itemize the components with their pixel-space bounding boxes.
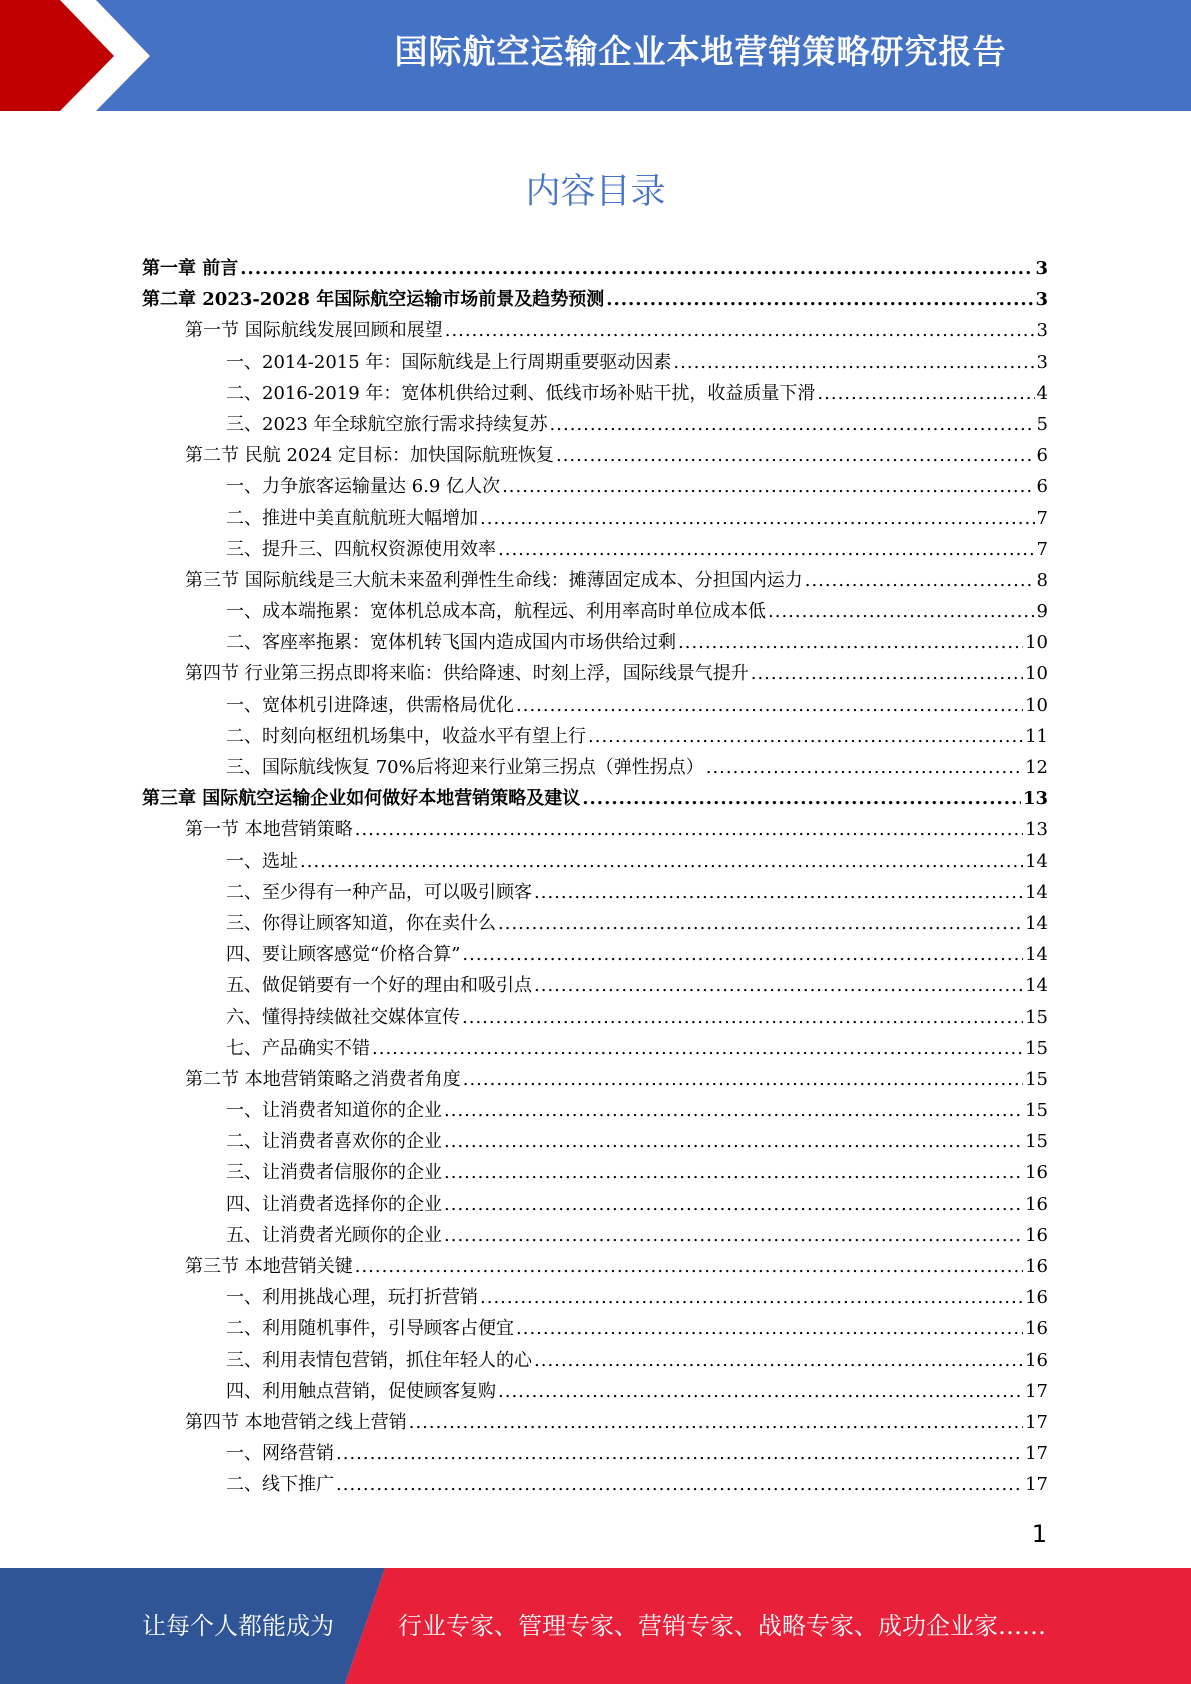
toc-entry-title: 七、产品确实不错 <box>226 1037 370 1059</box>
page-number: 1 <box>1031 1520 1047 1548</box>
toc-entry[interactable] <box>142 722 1048 753</box>
toc-entry-page: 6 <box>1036 476 1048 498</box>
toc-entry-page: 13 <box>1025 819 1048 841</box>
toc-entry[interactable] <box>142 628 1048 659</box>
toc-entry[interactable] <box>142 1221 1048 1252</box>
toc-entry-title: 三、让消费者信服你的企业 <box>226 1162 442 1184</box>
toc-entry-page: 7 <box>1036 538 1048 560</box>
toc-entry-page: 3 <box>1036 351 1048 373</box>
toc-entry[interactable] <box>142 254 1048 285</box>
toc-leader-dots <box>409 1412 1023 1433</box>
toc-leader-dots <box>498 1381 1023 1402</box>
toc-entry[interactable] <box>142 441 1048 472</box>
toc-entry-page: 3 <box>1035 289 1048 311</box>
toc-leader-dots <box>336 1474 1023 1495</box>
toc-entry[interactable] <box>142 815 1048 846</box>
toc-entry[interactable] <box>142 1034 1048 1065</box>
toc-entry-title: 第四节 本地营销之线上营销 <box>185 1411 407 1433</box>
toc-entry[interactable] <box>142 1470 1048 1501</box>
toc-entry-title: 第一章 前言 <box>142 258 239 279</box>
toc-entry-title: 二、2016-2019 年：宽体机供给过剩、低线市场补贴干扰，收益质量下滑 <box>226 382 816 404</box>
toc-leader-dots <box>463 1069 1023 1090</box>
toc-leader-dots <box>444 1225 1023 1246</box>
toc-entry-title: 第四节 行业第三拐点即将来临：供给降速、时刻上浮，国际线景气提升 <box>185 663 749 685</box>
toc-entry-page: 7 <box>1036 507 1048 529</box>
toc-entry-title: 一、网络营销 <box>226 1443 334 1465</box>
toc-entry[interactable] <box>142 1377 1048 1408</box>
toc-entry-page: 14 <box>1025 944 1048 966</box>
toc-leader-dots <box>336 1443 1023 1464</box>
toc-entry-page: 15 <box>1025 1006 1048 1028</box>
toc-entry-page: 15 <box>1025 1068 1048 1090</box>
header-title: 国际航空运输企业本地营销策略研究报告 <box>394 32 1007 71</box>
toc-entry[interactable] <box>142 784 1048 815</box>
toc-entry[interactable] <box>142 971 1048 1002</box>
toc-entry-title: 四、要让顾客感觉“价格合算” <box>226 944 461 966</box>
toc-leader-dots <box>498 913 1023 934</box>
toc-entry-title: 三、你得让顾客知道，你在卖什么 <box>226 912 496 934</box>
toc-entry[interactable] <box>142 1127 1048 1158</box>
toc-entry-page: 17 <box>1025 1380 1048 1402</box>
toc-entry-page: 3 <box>1035 258 1048 279</box>
toc-entry[interactable] <box>142 1283 1048 1314</box>
toc-leader-dots <box>355 1256 1023 1277</box>
toc-leader-dots <box>355 819 1023 840</box>
toc-entry-title: 第三节 本地营销关键 <box>185 1256 353 1277</box>
toc-entry[interactable] <box>142 1314 1048 1345</box>
toc-leader-dots <box>678 632 1023 653</box>
toc-entry-page: 13 <box>1022 788 1048 810</box>
toc-entry-title: 一、利用挑战心理，玩打折营销 <box>226 1287 478 1309</box>
toc-entry-title: 一、让消费者知道你的企业 <box>226 1100 442 1122</box>
toc-leader-dots <box>480 1287 1023 1308</box>
toc-leader-dots <box>534 975 1023 996</box>
toc-leader-dots <box>582 788 1021 809</box>
toc-entry-page: 8 <box>1036 569 1048 591</box>
toc-entry[interactable] <box>142 410 1048 441</box>
toc-entry[interactable] <box>142 1252 1048 1283</box>
toc-leader-dots <box>534 1350 1023 1371</box>
toc-entry[interactable] <box>142 535 1048 566</box>
toc-leader-dots <box>300 851 1023 872</box>
toc-entry[interactable] <box>142 566 1048 597</box>
toc-entry-page: 4 <box>1036 382 1048 404</box>
toc-entry[interactable] <box>142 316 1048 347</box>
toc-heading: 内容目录 <box>525 172 666 212</box>
toc-leader-dots <box>751 663 1023 684</box>
toc-leader-dots <box>706 757 1023 778</box>
toc-entry[interactable] <box>142 504 1048 535</box>
toc-entry[interactable] <box>142 472 1048 503</box>
toc-entry-page: 14 <box>1025 975 1048 997</box>
toc-leader-dots <box>498 539 1035 560</box>
footer-slogan-left: 让每个人都能成为 <box>142 1612 334 1640</box>
toc-entry-page: 17 <box>1025 1411 1048 1433</box>
toc-leader-dots <box>444 1162 1023 1183</box>
toc-entry[interactable] <box>142 909 1048 940</box>
toc-entry-title: 二、利用随机事件，引导顾客占便宜 <box>226 1318 514 1340</box>
toc-entry-title: 一、宽体机引进降速，供需格局优化 <box>226 694 514 716</box>
toc-leader-dots <box>550 414 1035 435</box>
toc-entry-page: 11 <box>1025 725 1048 747</box>
toc-entry-title: 四、利用触点营销，促使顾客复购 <box>226 1380 496 1402</box>
toc-entry-title: 二、让消费者喜欢你的企业 <box>226 1131 442 1153</box>
toc-leader-dots <box>502 476 1034 497</box>
toc-leader-dots <box>480 508 1035 529</box>
toc-entry-title: 三、提升三、四航权资源使用效率 <box>226 538 496 560</box>
toc-leader-dots <box>588 726 1023 747</box>
toc-entry-page: 16 <box>1025 1193 1048 1215</box>
toc-entry[interactable] <box>142 1158 1048 1189</box>
toc-entry-title: 五、做促销要有一个好的理由和吸引点 <box>226 975 532 997</box>
toc-entry[interactable] <box>142 1096 1048 1127</box>
toc-entry-page: 15 <box>1025 1131 1048 1153</box>
toc-entry[interactable] <box>142 1408 1048 1439</box>
toc-entry-title: 二、时刻向枢纽机场集中，收益水平有望上行 <box>226 725 586 747</box>
toc-leader-dots <box>534 882 1023 903</box>
toc-leader-dots <box>606 289 1033 310</box>
toc-entry-title: 第三章 国际航空运输企业如何做好本地营销策略及建议 <box>142 788 581 810</box>
toc-entry[interactable] <box>142 597 1048 628</box>
toc-entry-page: 17 <box>1025 1474 1048 1496</box>
toc-entry-title: 第二章 2023-2028 年国际航空运输市场前景及趋势预测 <box>142 289 605 311</box>
toc-leader-dots <box>444 1194 1023 1215</box>
toc-entry-title: 二、客座率拖累：宽体机转飞国内造成国内市场供给过剩 <box>226 632 676 654</box>
toc-entry-page: 16 <box>1025 1162 1048 1184</box>
toc-entry-title: 二、线下推广 <box>226 1474 334 1496</box>
toc-entry-page: 14 <box>1025 850 1048 872</box>
toc-leader-dots <box>817 383 1034 404</box>
toc-entry-page: 6 <box>1036 445 1048 467</box>
toc-entry-title: 三、国际航线恢复 70%后将迎来行业第三拐点（弹性拐点） <box>226 757 704 778</box>
toc-entry[interactable] <box>142 285 1048 316</box>
toc-leader-dots <box>445 320 1035 341</box>
toc-entry-title: 五、让消费者光顾你的企业 <box>226 1224 442 1246</box>
toc-entry-title: 第二节 民航 2024 定目标：加快国际航班恢复 <box>185 445 554 467</box>
toc-leader-dots <box>805 570 1035 591</box>
toc-entry-title: 一、成本端拖累：宽体机总成本高，航程远、利用率高时单位成本低 <box>226 601 766 623</box>
toc-entry[interactable] <box>142 1003 1048 1034</box>
toc-entry-page: 17 <box>1025 1443 1048 1465</box>
toc-entry-title: 三、2023 年全球航空旅行需求持续复苏 <box>226 413 548 435</box>
toc-entry-page: 15 <box>1025 1100 1048 1122</box>
toc-entry-page: 16 <box>1025 1224 1048 1246</box>
table-of-contents <box>142 254 1048 1502</box>
footer-slogan-right: 行业专家、管理专家、营销专家、战略专家、成功企业家…… <box>398 1612 1046 1640</box>
toc-entry-title: 第三节 国际航线是三大航未来盈利弹性生命线：摊薄固定成本、分担国内运力 <box>185 569 803 591</box>
toc-entry-page: 14 <box>1025 912 1048 934</box>
toc-entry-title: 一、力争旅客运输量达 6.9 亿人次 <box>226 476 501 498</box>
toc-entry-page: 15 <box>1025 1037 1048 1059</box>
toc-leader-dots <box>240 258 1033 279</box>
toc-entry[interactable] <box>142 847 1048 878</box>
toc-leader-dots <box>462 1007 1023 1028</box>
toc-entry[interactable] <box>142 1190 1048 1221</box>
toc-entry-page: 10 <box>1025 663 1048 685</box>
toc-entry-page: 14 <box>1025 881 1048 903</box>
toc-leader-dots <box>372 1038 1023 1059</box>
toc-entry[interactable] <box>142 379 1048 410</box>
toc-leader-dots <box>516 695 1023 716</box>
toc-entry[interactable] <box>142 1439 1048 1470</box>
toc-entry-title: 四、让消费者选择你的企业 <box>226 1193 442 1215</box>
toc-entry-title: 第一节 国际航线发展回顾和展望 <box>185 320 443 342</box>
toc-leader-dots <box>444 1131 1023 1152</box>
toc-leader-dots <box>673 352 1034 373</box>
toc-entry-page: 16 <box>1025 1349 1048 1371</box>
toc-entry[interactable] <box>142 1346 1048 1377</box>
toc-entry-title: 第一节 本地营销策略 <box>185 819 353 841</box>
toc-entry-page: 12 <box>1025 757 1048 778</box>
toc-entry-page: 10 <box>1025 694 1048 716</box>
page-footer <box>0 1568 1191 1684</box>
toc-entry-page: 16 <box>1025 1256 1048 1277</box>
toc-leader-dots <box>444 1100 1023 1121</box>
toc-entry-title: 一、选址 <box>226 850 298 872</box>
toc-entry[interactable] <box>142 691 1048 722</box>
toc-entry[interactable] <box>142 1065 1048 1096</box>
toc-entry-page: 10 <box>1025 632 1048 654</box>
toc-entry-page: 16 <box>1025 1318 1048 1340</box>
toc-entry[interactable] <box>142 940 1048 971</box>
toc-entry[interactable] <box>142 659 1048 690</box>
toc-entry-page: 3 <box>1036 320 1048 342</box>
toc-entry[interactable] <box>142 753 1048 784</box>
toc-leader-dots <box>556 445 1035 466</box>
toc-entry[interactable] <box>142 348 1048 379</box>
toc-entry-title: 第二节 本地营销策略之消费者角度 <box>185 1068 461 1090</box>
toc-entry-title: 二、至少得有一种产品，可以吸引顾客 <box>226 881 532 903</box>
toc-entry[interactable] <box>142 878 1048 909</box>
toc-entry-title: 一、2014-2015 年：国际航线是上行周期重要驱动因素 <box>226 351 672 373</box>
page-header <box>0 0 1191 111</box>
toc-leader-dots <box>516 1318 1023 1339</box>
toc-entry-title: 六、懂得持续做社交媒体宣传 <box>226 1006 460 1028</box>
toc-entry-title: 二、推进中美直航航班大幅增加 <box>226 507 478 529</box>
toc-entry-page: 5 <box>1036 413 1048 435</box>
toc-leader-dots <box>462 944 1023 965</box>
toc-entry-title: 三、利用表情包营销，抓住年轻人的心 <box>226 1349 532 1371</box>
toc-leader-dots <box>768 601 1035 622</box>
toc-entry-page: 9 <box>1036 601 1048 623</box>
toc-entry-page: 16 <box>1025 1287 1048 1309</box>
